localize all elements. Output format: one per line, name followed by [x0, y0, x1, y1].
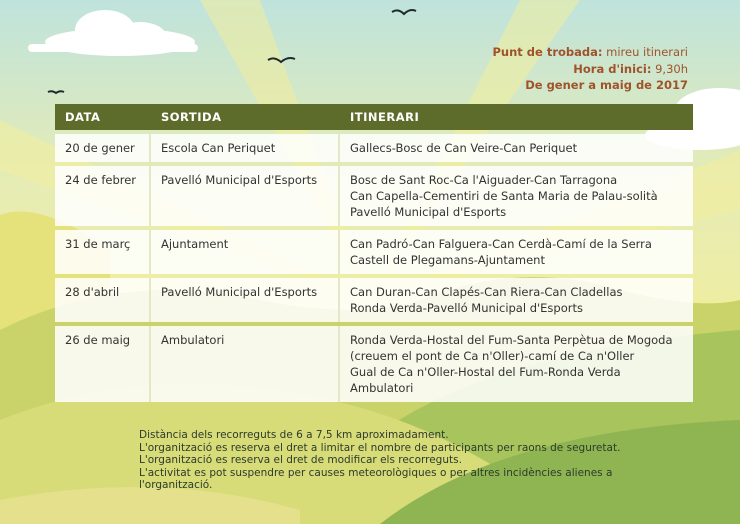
row-departure: Pavelló Municipal d'Esports — [151, 278, 340, 322]
table-row — [55, 166, 693, 226]
meeting-point-line: Punt de trobada: mireu itinerari — [492, 45, 688, 59]
table-header — [55, 104, 693, 130]
row-date: 26 de maig — [55, 326, 151, 402]
row-itinerary: Bosc de Sant Roc-Ca l'Aiguader-Can Tarragona Can Capella-Cementiri de Santa Maria de Palau-solità Pavelló Municipal d'Esports — [350, 173, 658, 219]
header-itinerary: ITINERARI — [350, 110, 420, 124]
header-date: DATA — [65, 110, 101, 124]
notes: Distància dels recorreguts de 6 a 7,5 km aproximadament. L'organització es reserva el dret a limitar el nombre de participants per raons de seguretat. L'organització es reserva el dret de modificar els recorreguts. L'activitat es pot suspendre per causes meteorològiques o per altres incidències alienes a l'organització. — [139, 429, 621, 492]
period-line: De gener a maig de 2017 — [525, 78, 688, 92]
row-departure: Pavelló Municipal d'Esports — [151, 166, 340, 226]
table-row — [55, 278, 693, 322]
row-date: 24 de febrer — [55, 166, 151, 226]
row-departure: Ambulatori — [151, 326, 340, 402]
table-row — [55, 326, 693, 402]
start-time-line: Hora d'inici: 9,30h — [573, 61, 688, 76]
row-date: 31 de març — [55, 230, 151, 274]
row-itinerary: Ronda Verda-Hostal del Fum-Santa Perpètua de Mogoda (creuem el pont de Ca n'Oller)-camí de Ca n'Oller Gual de Ca n'Oller-Hostal del Fum-Ronda Verda Ambulatori — [350, 333, 673, 395]
table-row — [55, 134, 693, 162]
row-departure: Ajuntament — [151, 230, 340, 274]
row-date: 20 de gener — [55, 134, 151, 162]
row-departure: Escola Can Periquet — [151, 134, 340, 162]
schedule-table — [55, 104, 693, 402]
header-departure: SORTIDA — [161, 110, 222, 124]
row-itinerary: Can Duran-Can Clapés-Can Riera-Can Cladellas Ronda Verda-Pavelló Municipal d'Esports — [350, 285, 623, 315]
row-itinerary: Can Padró-Can Falguera-Can Cerdà-Camí de la Serra Castell de Plegamans-Ajuntament — [350, 237, 652, 267]
table-row — [55, 230, 693, 274]
event-info — [492, 44, 688, 94]
row-date: 28 d'abril — [55, 278, 151, 322]
row-itinerary: Gallecs-Bosc de Can Veire-Can Periquet — [350, 141, 578, 155]
